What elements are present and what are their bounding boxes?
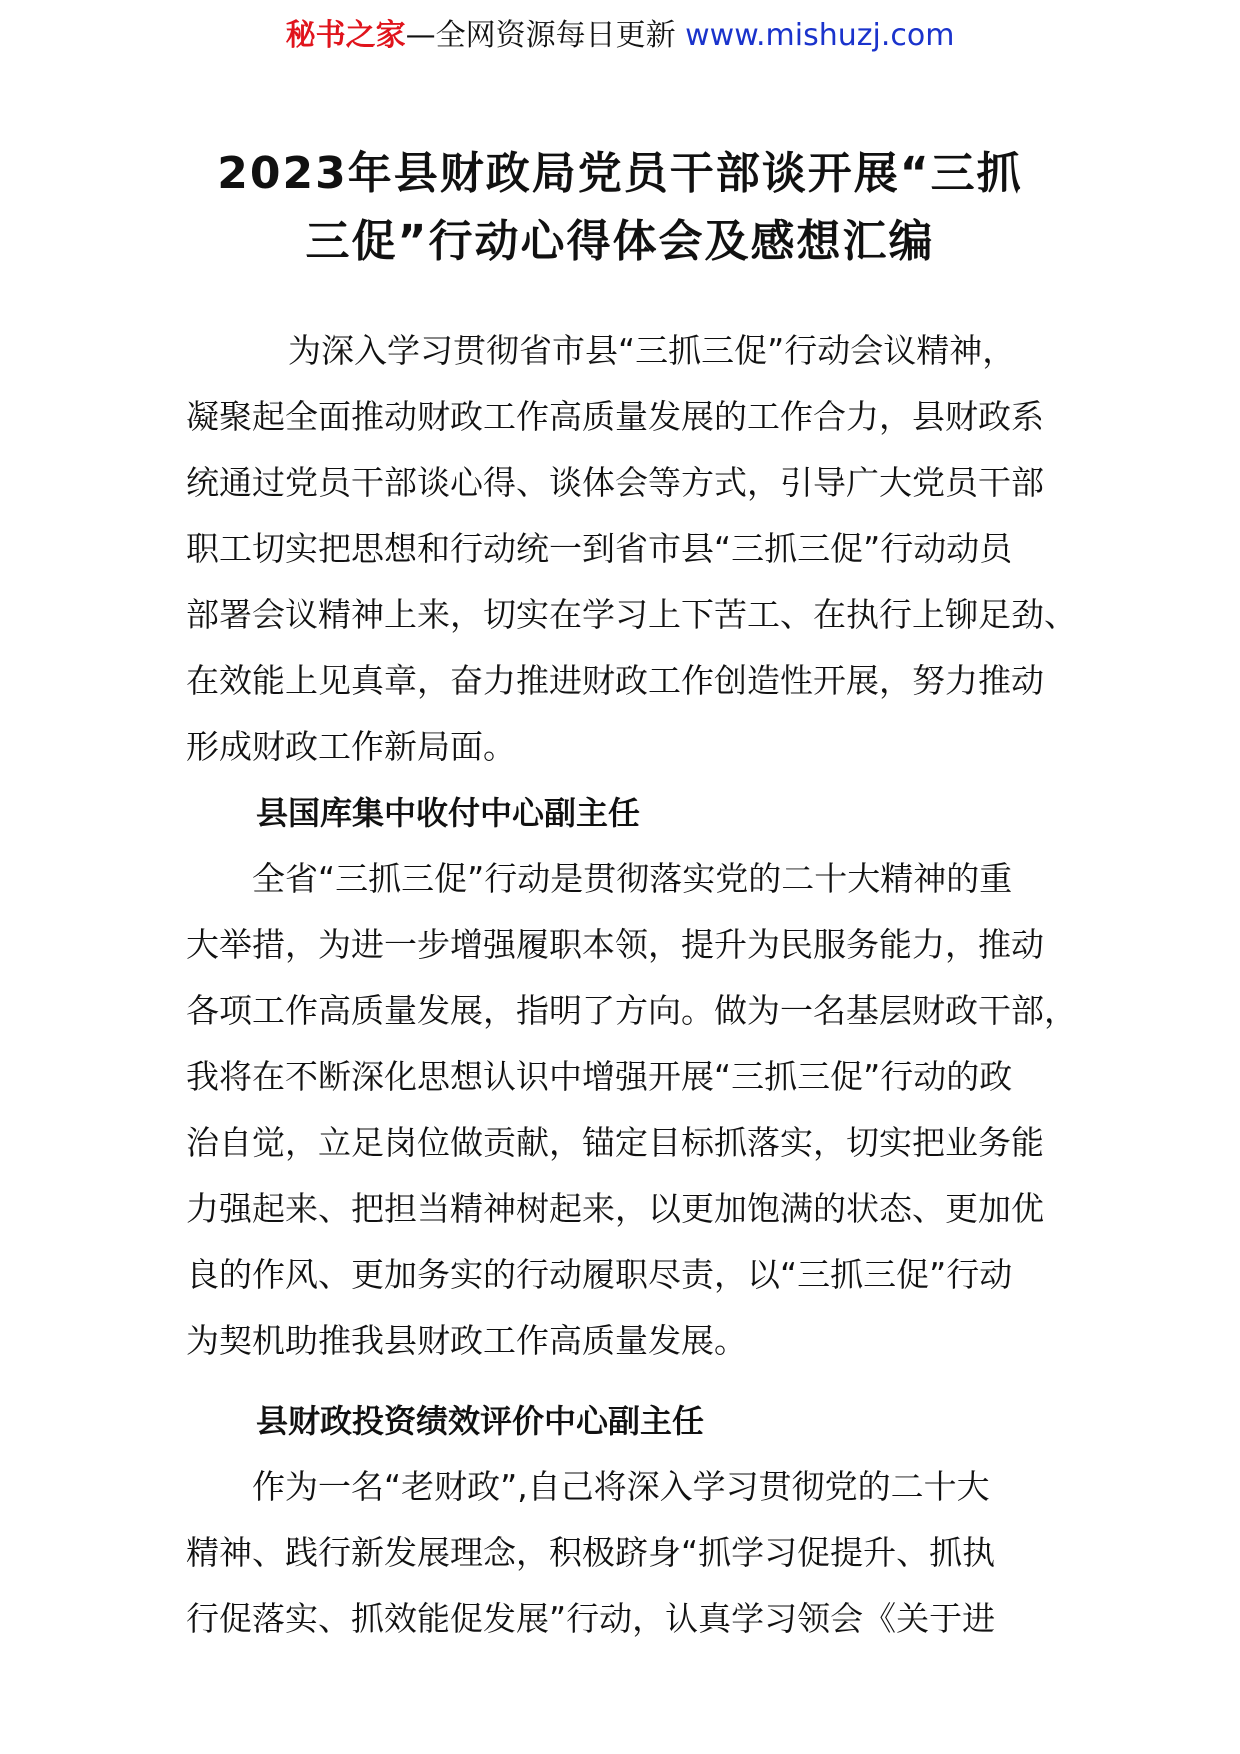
- site-brand: 秘书之家: [285, 18, 406, 53]
- site-url-link[interactable]: www.mishuzj.com: [685, 18, 955, 53]
- paragraph-line: 凝聚起全面推动财政工作高质量发展的工作合力，县财政系: [186, 397, 1044, 436]
- paragraph-line: 精神、践行新发展理念，积极跻身“抓学习促提升、抓执: [186, 1533, 996, 1572]
- paragraph-line: 行促落实、抓效能促发展”行动，认真学习领会《关于进: [186, 1599, 996, 1638]
- site-tagline: —全网资源每日更新: [405, 18, 676, 53]
- intro-paragraph: [186, 318, 1126, 780]
- paragraph-line: 统通过党员干部谈心得、谈体会等方式，引导广大党员干部: [186, 463, 1044, 502]
- paragraph-line: 部署会议精神上来，切实在学习上下苦工、在执行上铆足劲、: [186, 595, 1077, 634]
- document-title: [150, 140, 1090, 276]
- paragraph-line: 各项工作高质量发展，指明了方向。做为一名基层财政干部，: [186, 991, 1077, 1030]
- title-line-1: 2023年县财政局党员干部谈开展“三抓: [217, 148, 1023, 199]
- paragraph-line: 职工切实把思想和行动统一到省市县“三抓三促”行动动员: [186, 529, 1013, 568]
- section-spacer: [186, 1374, 1126, 1388]
- paragraph-line: 治自觉，立足岗位做贡献，锚定目标抓落实，切实把业务能: [186, 1123, 1044, 1162]
- paragraph-line: 在效能上见真章，奋力推进财政工作创造性开展，努力推动: [186, 661, 1044, 700]
- document-body: [186, 318, 1126, 1652]
- paragraph-line: 我将在不断深化思想认识中增强开展“三抓三促”行动的政: [186, 1057, 1013, 1096]
- paragraph-line: 为深入学习贯彻省市县“三抓三促”行动会议精神，: [288, 331, 1016, 370]
- section-paragraph: [186, 846, 1126, 1374]
- paragraph-line: 力强起来、把担当精神树起来，以更加饱满的状态、更加优: [186, 1189, 1044, 1228]
- paragraph-line: 形成财政工作新局面。: [186, 727, 516, 766]
- paragraph-line: 作为一名“老财政”,自己将深入学习贯彻党的二十大: [252, 1467, 990, 1506]
- site-header: [0, 14, 1240, 58]
- paragraph-line: 全省“三抓三促”行动是贯彻落实党的二十大精神的重: [252, 859, 1013, 898]
- title-line-2: 三促”行动心得体会及感想汇编: [305, 216, 935, 267]
- section-heading: 县财政投资绩效评价中心副主任: [256, 1402, 705, 1440]
- paragraph-line: 良的作风、更加务实的行动履职尽责，以“三抓三促”行动: [186, 1255, 1013, 1294]
- paragraph-line: 为契机助推我县财政工作高质量发展。: [186, 1321, 747, 1360]
- section-heading: 县国库集中收付中心副主任: [256, 794, 641, 832]
- section-paragraph: [186, 1454, 1126, 1652]
- paragraph-line: 大举措，为进一步增强履职本领，提升为民服务能力，推动: [186, 925, 1044, 964]
